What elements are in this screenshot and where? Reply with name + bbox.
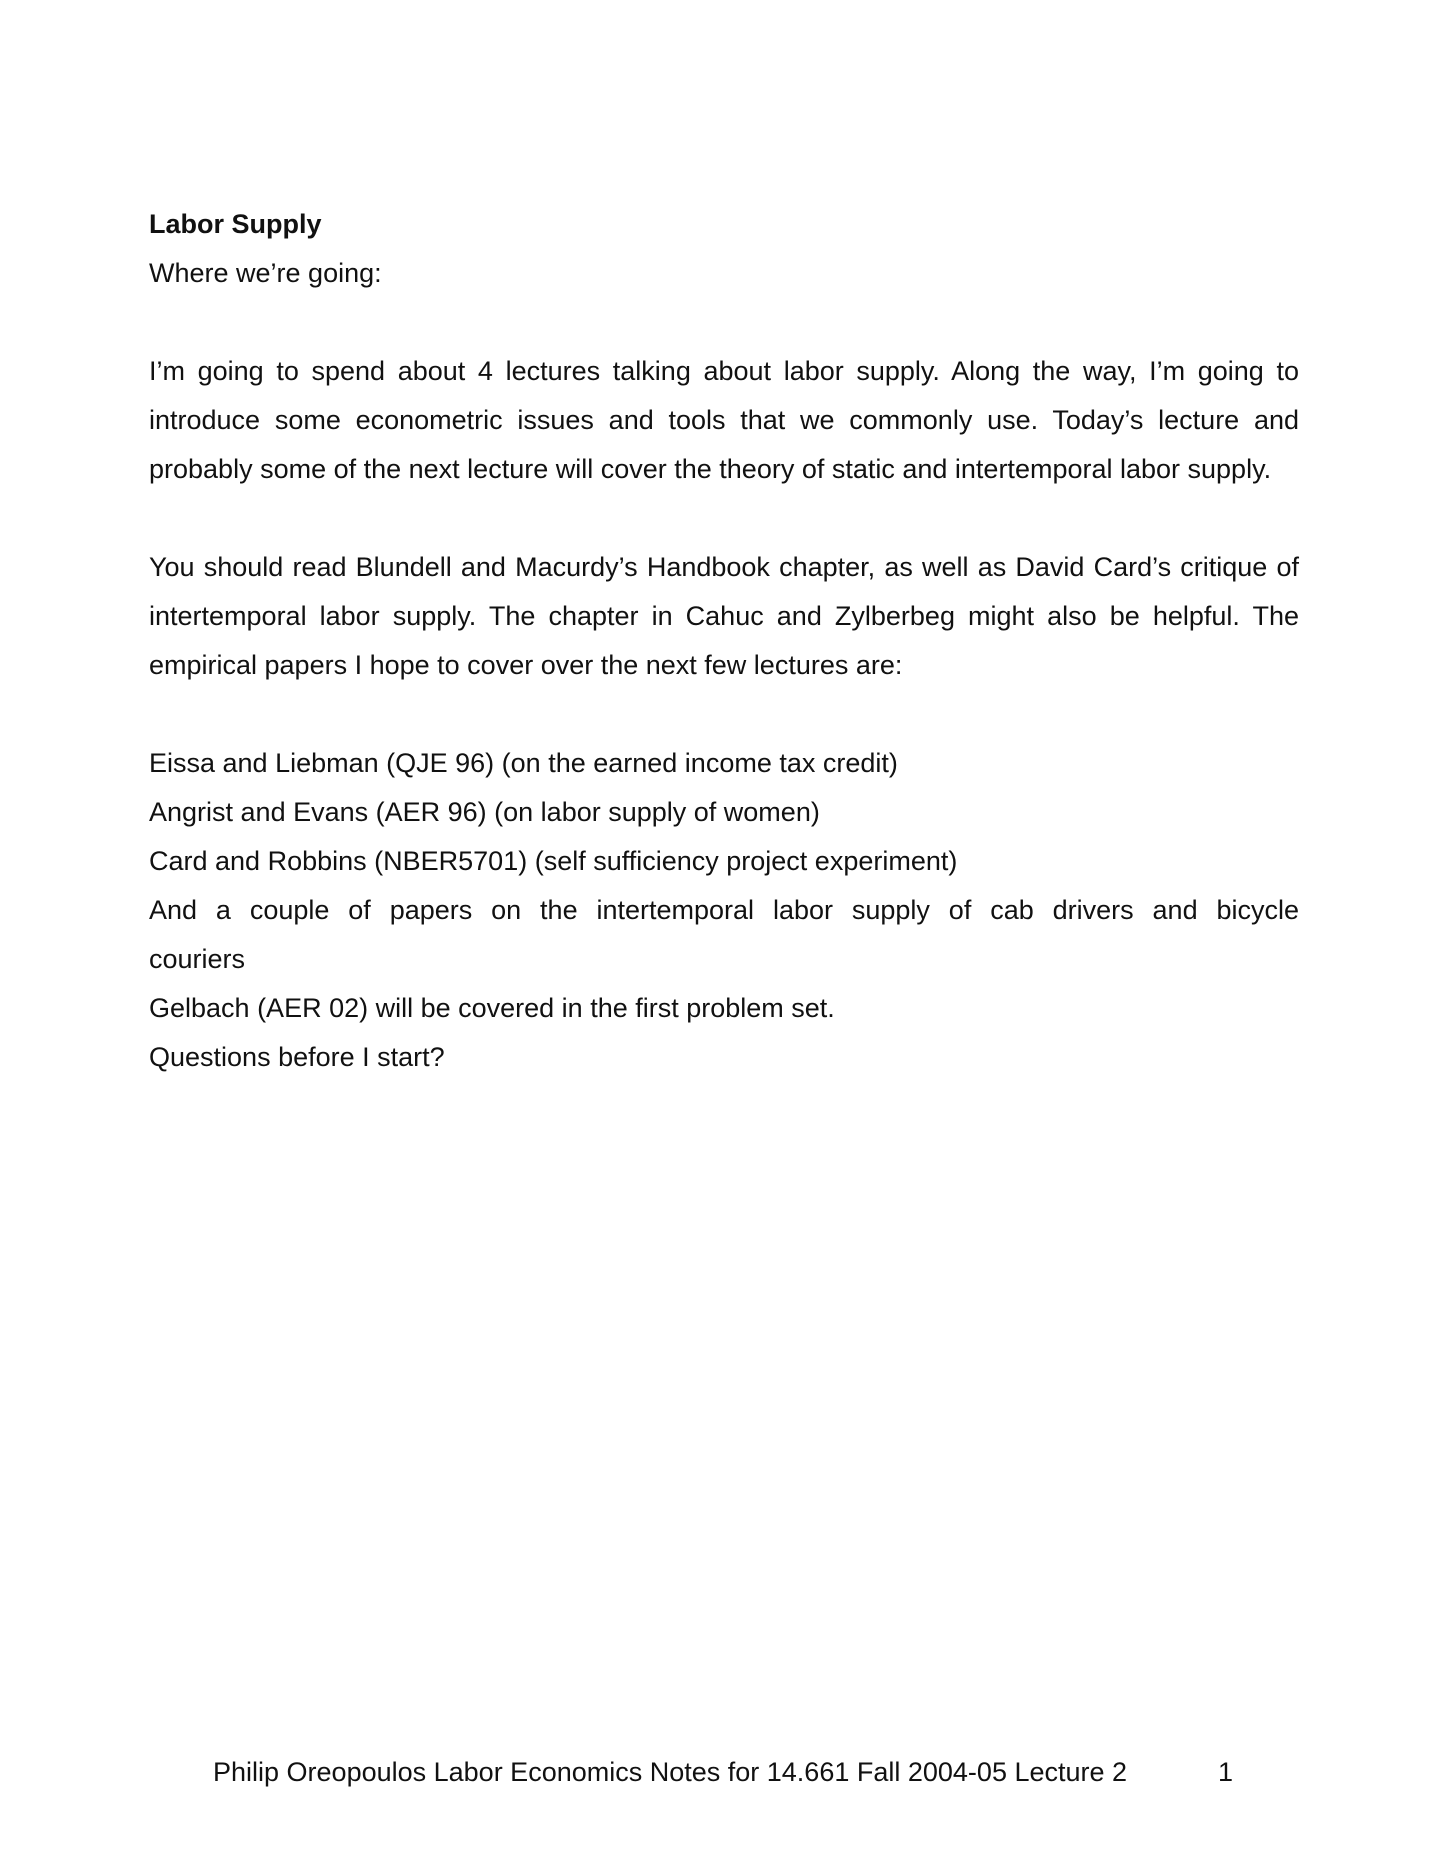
paper-item: Card and Robbins (NBER5701) (self sufficiency project experiment): [149, 846, 958, 876]
paper-list: [149, 739, 1299, 1033]
intro-heading: Where we’re going:: [149, 258, 382, 288]
paper-item-cab-drivers: And a couple of papers on the intertemporal labor supply of cab drivers and bicycle: [149, 895, 1299, 925]
footer-citation: Philip Oreopoulos Labor Economics Notes for 14.661 Fall 2004-05 Lecture 2: [213, 1757, 1128, 1787]
closing-question: Questions before I start?: [149, 1042, 445, 1072]
problem-set-note: Gelbach (AER 02) will be covered in the first problem set.: [149, 993, 835, 1023]
paper-item: Angrist and Evans (AER 96) (on labor supply of women): [149, 797, 820, 827]
document-body: [149, 200, 1299, 1082]
paragraph-overview: I’m going to spend about 4 lectures talking about labor supply. Along the way, I’m going to introduce some econometric issues and tools that we commonly use. Today’s lecture and probably some of the next lecture will cover the theory of static and intertemporal labor supply.: [149, 356, 1299, 484]
page-title: Labor Supply: [149, 209, 322, 239]
paragraph-readings: You should read Blundell and Macurdy’s Handbook chapter, as well as David Card’s critique of intertemporal labor supply. The chapter in Cahuc and Zylberbeg might also be helpful. The empirical papers I hope to cover over the next few lectures are:: [149, 552, 1299, 680]
paper-item: Eissa and Liebman (QJE 96) (on the earned income tax credit): [149, 748, 898, 778]
page-number: 1: [1217, 1757, 1233, 1787]
paper-item-cab-drivers-continued: couriers: [149, 944, 246, 974]
